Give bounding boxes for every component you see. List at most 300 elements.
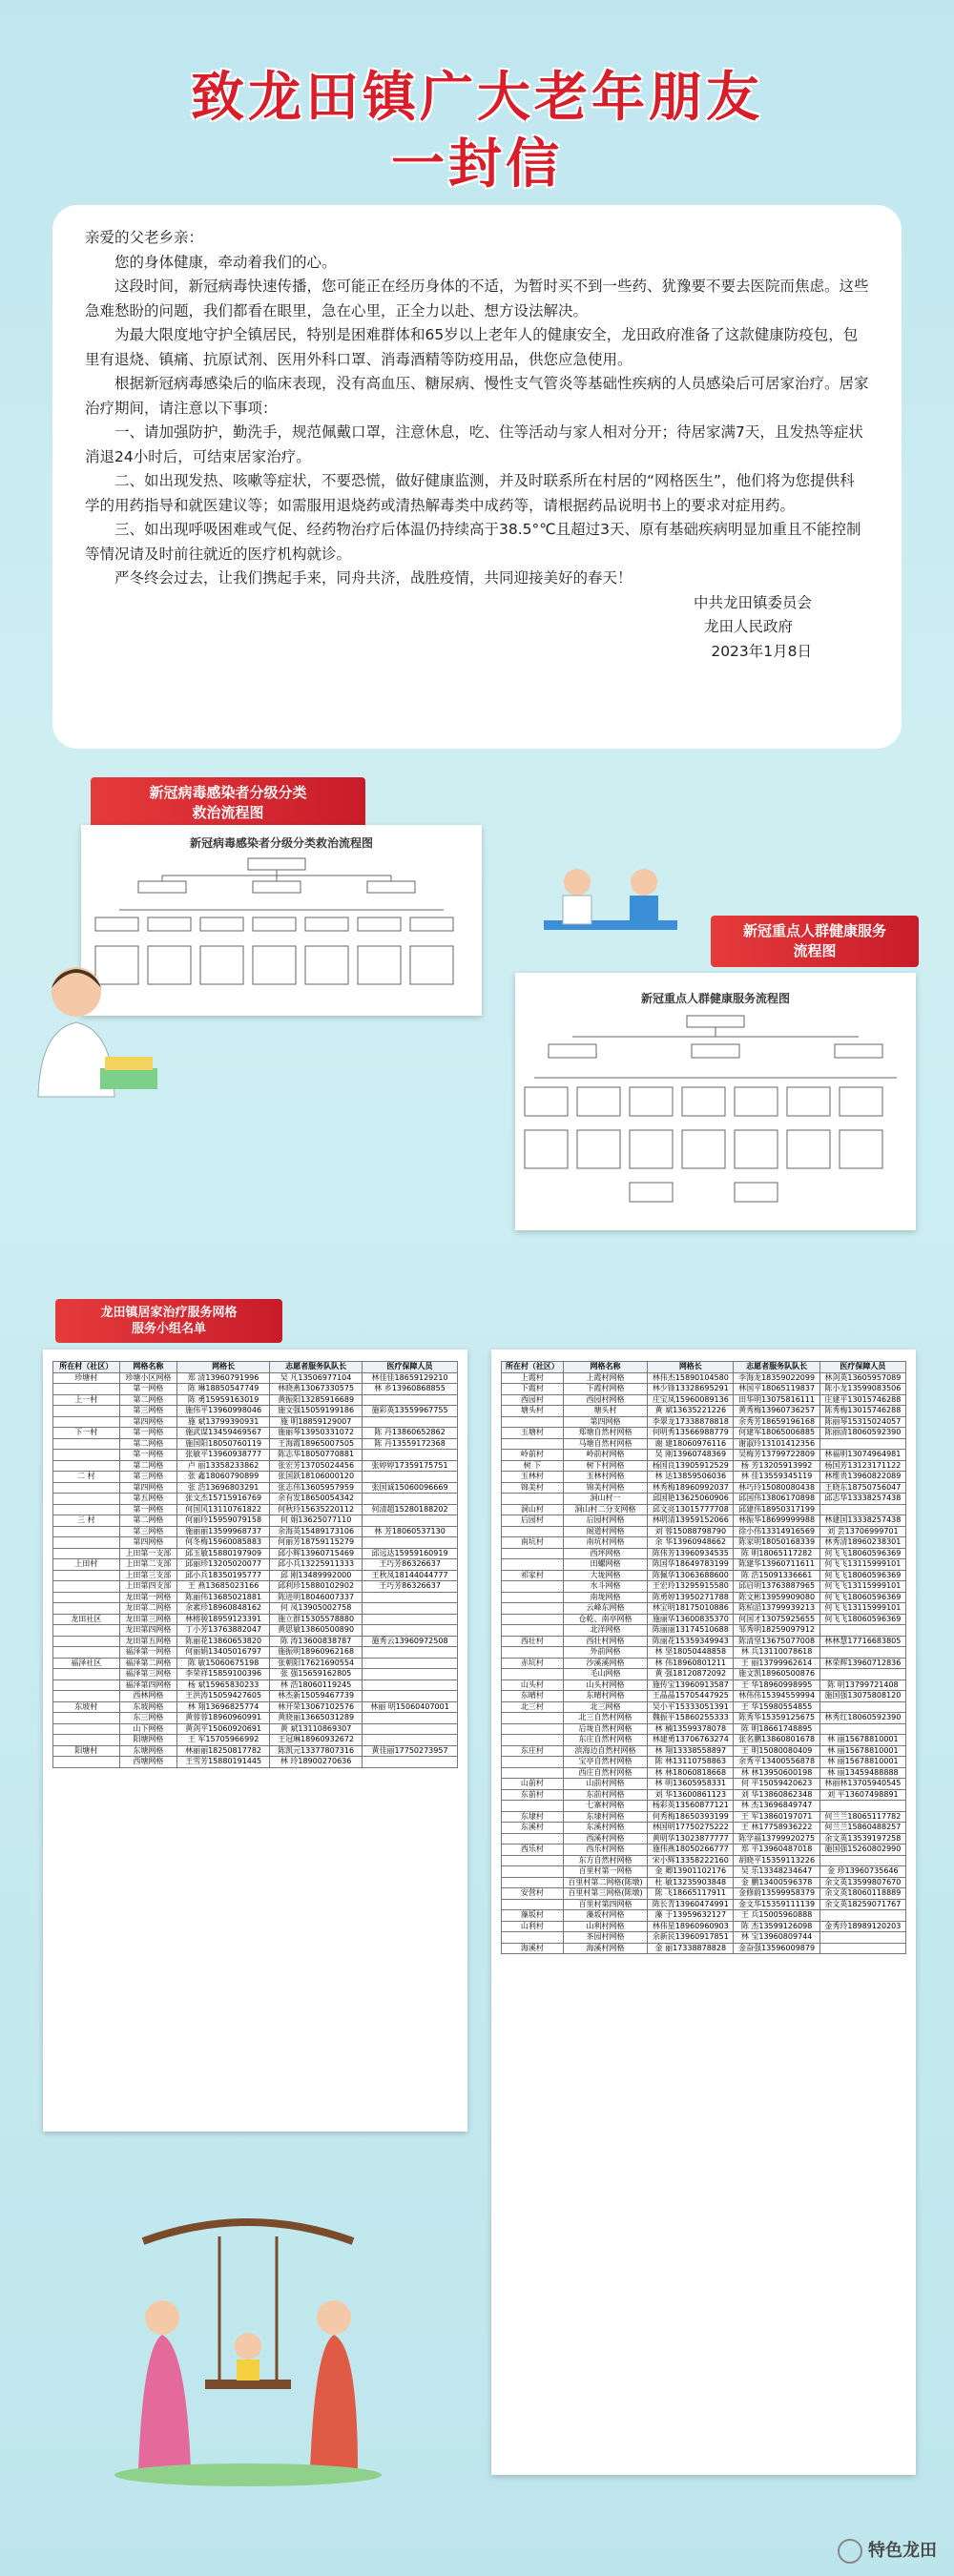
table-cell: 玉林村 bbox=[502, 1472, 564, 1483]
table-cell: 施秀云13960972508 bbox=[363, 1636, 458, 1647]
table-cell: 西庄自然村网格 bbox=[563, 1767, 647, 1779]
table-cell: 丁小芳13763882047 bbox=[177, 1625, 270, 1637]
table-cell bbox=[53, 1735, 120, 1746]
table-cell: 陈 明18065117282 bbox=[734, 1548, 819, 1559]
table-cell bbox=[502, 1603, 564, 1615]
table-cell: 陈 飞18665117911 bbox=[648, 1888, 734, 1900]
badge-line: 救治流程图 bbox=[192, 804, 264, 821]
table-cell: 王洪涛15059427605 bbox=[177, 1691, 270, 1702]
table-cell: 林振华18699999988 bbox=[734, 1515, 819, 1527]
table-cell: 塘头村 bbox=[502, 1406, 564, 1417]
table-row bbox=[502, 1372, 906, 1384]
table-header-cell: 网格长 bbox=[648, 1362, 734, 1373]
table-cell bbox=[363, 1394, 458, 1406]
table-cell: 南垅网格 bbox=[563, 1592, 647, 1603]
letter-signature: 中共龙田镇委员会 bbox=[693, 593, 812, 611]
table-cell: 吴小平15333051391 bbox=[648, 1701, 734, 1713]
table-cell: 王雪芳15880191445 bbox=[177, 1757, 270, 1768]
table-cell: 杨 斌15965830233 bbox=[177, 1680, 270, 1691]
table-cell bbox=[53, 1548, 120, 1559]
table-cell bbox=[502, 1526, 564, 1537]
table-cell: 杨 芳13205913992 bbox=[734, 1460, 819, 1472]
table-cell: 安营村 bbox=[502, 1888, 564, 1900]
table-cell: 西坪网格 bbox=[563, 1548, 647, 1559]
table-cell bbox=[53, 1526, 120, 1537]
table-row bbox=[53, 1723, 458, 1735]
table-cell: 何冬梅15960085883 bbox=[177, 1537, 270, 1549]
table-row bbox=[502, 1691, 906, 1702]
table-cell: 吴 凡13506977104 bbox=[270, 1372, 363, 1384]
table-cell: 陈丽花13860653820 bbox=[177, 1636, 270, 1647]
table-cell: 施振明18960962168 bbox=[270, 1647, 363, 1659]
table-cell: 上田第一支部 bbox=[119, 1548, 176, 1559]
table-cell: 王 华15980554855 bbox=[734, 1701, 819, 1713]
table-cell bbox=[502, 1735, 564, 1746]
table-row bbox=[53, 1460, 458, 1472]
table-cell bbox=[53, 1592, 120, 1603]
table-row bbox=[53, 1691, 458, 1702]
table-cell: 林丽林13705940545 bbox=[819, 1779, 905, 1790]
table-cell: 上霞村网格 bbox=[563, 1372, 647, 1384]
table-cell: 何飞飞18060596369 bbox=[819, 1548, 905, 1559]
table-cell: 林 浩18060119245 bbox=[270, 1680, 363, 1691]
table-cell: 黄 斌13635221226 bbox=[648, 1406, 734, 1417]
table-cell: 福泽第三网格 bbox=[119, 1669, 176, 1680]
table-cell: 林秀红18060592390 bbox=[819, 1713, 905, 1724]
table-cell: 福泽第二网格 bbox=[119, 1658, 176, 1669]
table-header-cell: 志愿者服务队队长 bbox=[270, 1362, 363, 1373]
table-cell: 杜 敏13235903848 bbox=[648, 1877, 734, 1888]
table-cell bbox=[363, 1603, 458, 1615]
table-cell bbox=[53, 1450, 120, 1461]
table-cell: 陈 勇15959163019 bbox=[177, 1394, 270, 1406]
table-cell: 卢 丽13358233862 bbox=[177, 1460, 270, 1472]
table-cell: 施传宝13960913587 bbox=[648, 1680, 734, 1691]
table-cell bbox=[53, 1713, 120, 1724]
table-cell: 施武谋13459469567 bbox=[177, 1428, 270, 1439]
table-cell bbox=[53, 1504, 120, 1515]
table-cell: 施 明18859129007 bbox=[270, 1416, 363, 1428]
table-cell: 邱 刚13489992000 bbox=[270, 1570, 363, 1581]
table-cell: 玉林村网格 bbox=[563, 1472, 647, 1483]
table-cell: 东溪村 bbox=[502, 1823, 564, 1834]
table-row bbox=[502, 1515, 906, 1527]
table-cell: 吴 乐13348234647 bbox=[734, 1866, 819, 1878]
table-cell: 林 佳13559345119 bbox=[734, 1472, 819, 1483]
table-cell: 施文凯18960500876 bbox=[734, 1669, 819, 1680]
table-header-cell: 医疗保障人员 bbox=[363, 1362, 458, 1373]
table-cell: 第一网格 bbox=[119, 1450, 176, 1461]
table-cell: 张名鹏13860801678 bbox=[734, 1735, 819, 1746]
table-cell bbox=[363, 1669, 458, 1680]
table-cell: 杨国良13905912529 bbox=[648, 1460, 734, 1472]
table-cell bbox=[53, 1570, 120, 1581]
table-cell: 金 卿13901102176 bbox=[648, 1866, 734, 1878]
letter-paragraph: 严冬终会过去，让我们携起手来，同舟共济，战胜疫情，共同迎接美好的春天！ bbox=[114, 569, 633, 587]
table-cell: 下霞村 bbox=[502, 1384, 564, 1395]
table-cell bbox=[819, 1647, 905, 1659]
table-row bbox=[502, 1416, 906, 1428]
table-cell: 林丽丽18250817782 bbox=[177, 1745, 270, 1757]
table-cell bbox=[819, 1625, 905, 1637]
flowchart-badge-1 bbox=[91, 777, 365, 829]
table-cell: 马塘自然村网格 bbox=[563, 1438, 647, 1450]
table-cell bbox=[363, 1614, 458, 1625]
table-cell: 何飞飞13115999101 bbox=[819, 1559, 905, 1571]
family-swing-illustration bbox=[105, 2213, 391, 2489]
table-cell: 何飞飞18060596369 bbox=[819, 1570, 905, 1581]
table-cell bbox=[53, 1537, 120, 1549]
table-row bbox=[53, 1537, 458, 1549]
table-row bbox=[502, 1394, 906, 1406]
table-cell: 仓乾、南亭网格 bbox=[563, 1614, 647, 1625]
table-cell bbox=[53, 1384, 120, 1395]
table-cell bbox=[502, 1647, 564, 1659]
table-cell: 藻坂村网格 bbox=[563, 1910, 647, 1922]
table-cell: 东坡村 bbox=[53, 1701, 120, 1713]
table-cell: 陈 琳18850547749 bbox=[177, 1384, 270, 1395]
table-cell: 陈柏滔13799939213 bbox=[734, 1603, 819, 1615]
table-cell: 第四网格 bbox=[119, 1482, 176, 1494]
table-cell bbox=[53, 1416, 120, 1428]
table-cell: 陈丽花15359349943 bbox=[648, 1636, 734, 1647]
table-cell: 邹秀明18259097912 bbox=[734, 1625, 819, 1637]
table-cell: 林 楠13599378078 bbox=[648, 1723, 734, 1735]
table-cell: 何丽芳18759115279 bbox=[270, 1537, 363, 1549]
letter-date: 2023年1月8日 bbox=[711, 642, 812, 660]
table-cell: 王 军13860197071 bbox=[734, 1811, 819, 1823]
table-cell bbox=[363, 1472, 458, 1483]
table-cell: 毛山网格 bbox=[563, 1669, 647, 1680]
table-cell: 陈小龙13599083506 bbox=[819, 1384, 905, 1395]
table-row bbox=[502, 1438, 906, 1450]
table-cell: 施伟平13960998046 bbox=[177, 1406, 270, 1417]
table-cell: 林明清13959152066 bbox=[648, 1515, 734, 1527]
table-row bbox=[53, 1592, 458, 1603]
watermark bbox=[838, 2537, 937, 2564]
table-cell: 邱小辉13960715469 bbox=[270, 1548, 363, 1559]
table-cell: 百里村第四网格 bbox=[563, 1899, 647, 1910]
table-cell: 二 村 bbox=[53, 1472, 120, 1483]
table-row bbox=[53, 1384, 458, 1395]
table-cell bbox=[363, 1494, 458, 1505]
table-cell: 第二网格 bbox=[119, 1515, 176, 1527]
table-cell: 锦美村网格 bbox=[563, 1482, 647, 1494]
table-row bbox=[502, 1581, 906, 1593]
table-cell: 何 娟13625077110 bbox=[270, 1515, 363, 1527]
table-cell: 东前村网格 bbox=[563, 1789, 647, 1801]
wechat-icon bbox=[838, 2539, 862, 2564]
table-cell: 陈 林13110758863 bbox=[648, 1757, 734, 1768]
table-cell bbox=[819, 1438, 905, 1450]
table-row bbox=[502, 1384, 906, 1395]
table-row bbox=[502, 1494, 906, 1505]
table-cell: 西园村网格 bbox=[563, 1394, 647, 1406]
table-row bbox=[53, 1603, 458, 1615]
table-cell bbox=[502, 1669, 564, 1680]
table-cell: 林 翔13338558897 bbox=[648, 1745, 734, 1757]
table-cell: 施丽丽13599968737 bbox=[177, 1526, 270, 1537]
table-cell: 王宏玲13295915580 bbox=[648, 1581, 734, 1593]
table-cell: 郑 清13960791996 bbox=[177, 1372, 270, 1384]
table-cell: 施伟燕18050266777 bbox=[648, 1844, 734, 1856]
table-row bbox=[502, 1504, 906, 1515]
table-cell bbox=[53, 1647, 120, 1659]
table-cell bbox=[502, 1801, 564, 1812]
table-row bbox=[53, 1701, 458, 1713]
table-row bbox=[53, 1559, 458, 1571]
table-cell: 龙田第五网格 bbox=[119, 1636, 176, 1647]
table-cell: 陈丽琴15315024057 bbox=[819, 1416, 905, 1428]
table-cell bbox=[363, 1691, 458, 1702]
table-cell bbox=[819, 1504, 905, 1515]
table-cell: 何国风13110761822 bbox=[177, 1504, 270, 1515]
table-cell: 陈家明18050168339 bbox=[734, 1537, 819, 1549]
table-cell: 邱玉敏15880197909 bbox=[177, 1548, 270, 1559]
table-cell: 王晓东18750756047 bbox=[819, 1482, 905, 1494]
table-cell: 余文英13599807670 bbox=[819, 1877, 905, 1888]
table-cell: 后园村 bbox=[502, 1515, 564, 1527]
table-cell: 吴梅芳13799722809 bbox=[734, 1450, 819, 1461]
table-cell: 林开荣13067102576 bbox=[270, 1701, 363, 1713]
table-cell: 林 丽13459488888 bbox=[819, 1767, 905, 1779]
table-cell: 林晓燕13067330575 bbox=[270, 1384, 363, 1395]
table-row bbox=[502, 1548, 906, 1559]
table-header-cell: 网格长 bbox=[177, 1362, 270, 1373]
table-cell: 祁家村 bbox=[502, 1570, 564, 1581]
table-cell bbox=[502, 1625, 564, 1637]
table-cell bbox=[819, 1801, 905, 1812]
table-cell: 何飞飞13115999101 bbox=[819, 1581, 905, 1593]
watermark-text: 特色龙田 bbox=[868, 2541, 937, 2561]
table-row bbox=[502, 1833, 906, 1844]
table-cell: 百里村第一网格 bbox=[563, 1866, 647, 1878]
table-cell: 林杰新15059467739 bbox=[270, 1691, 363, 1702]
table-cell: 邱文亮13015777708 bbox=[648, 1504, 734, 1515]
table-cell: 宝亭自然村网格 bbox=[563, 1757, 647, 1768]
table-cell: 黄剑平15060920691 bbox=[177, 1723, 270, 1735]
table-cell: 金 丽17338878828 bbox=[648, 1943, 734, 1954]
table-cell: 林国平18065119837 bbox=[734, 1384, 819, 1395]
table-cell: 何 平15059420623 bbox=[734, 1779, 819, 1790]
table-cell: 陈学福13799920275 bbox=[734, 1833, 819, 1844]
table-cell: 王 华18960998995 bbox=[734, 1680, 819, 1691]
table-cell: 黄秀梅13960736257 bbox=[734, 1406, 819, 1417]
table-cell: 山下网格 bbox=[119, 1723, 176, 1735]
table-cell: 陈秀华15359125675 bbox=[734, 1713, 819, 1724]
table-cell bbox=[363, 1625, 458, 1637]
table-cell: 林 宝13960809744 bbox=[734, 1932, 819, 1944]
table-row bbox=[502, 1866, 906, 1878]
table-cell: 林少锋13328695291 bbox=[648, 1384, 734, 1395]
table-cell: 张敏平13960938777 bbox=[177, 1450, 270, 1461]
table-cell bbox=[53, 1406, 120, 1417]
table-cell: 陈勇婷13950271788 bbox=[648, 1592, 734, 1603]
table-row bbox=[502, 1713, 906, 1724]
badge-line: 服务小组名单 bbox=[131, 1322, 206, 1336]
table-cell: 上田第三支部 bbox=[119, 1570, 176, 1581]
table-cell: 何丽娟13405016797 bbox=[177, 1647, 270, 1659]
table-cell bbox=[53, 1482, 120, 1494]
table-cell: 陈佩华13063688600 bbox=[648, 1570, 734, 1581]
table-cell: 何明秀13566988779 bbox=[648, 1428, 734, 1439]
table-cell: 陈 浩15091336661 bbox=[734, 1570, 819, 1581]
table-cell: 第一网格 bbox=[119, 1504, 176, 1515]
table-cell: 田螺网格 bbox=[563, 1559, 647, 1571]
table-cell: 龙田第二网格 bbox=[119, 1603, 176, 1615]
table-cell: 王 明15080080409 bbox=[734, 1745, 819, 1757]
badge-line: 龙田镇居家治疗服务网格 bbox=[100, 1306, 238, 1320]
table-cell: 黄振阳13285916689 bbox=[270, 1394, 363, 1406]
table-cell: 余素珍18960848162 bbox=[177, 1603, 270, 1615]
table-cell: 余有发18650054342 bbox=[270, 1494, 363, 1505]
table-cell: 百里村第三网格(陈墩) bbox=[563, 1888, 647, 1900]
table-row bbox=[502, 1910, 906, 1922]
table-cell: 海溪村网格 bbox=[563, 1943, 647, 1954]
letter-title-line1: 致龙田镇广大老年朋友 bbox=[191, 67, 763, 129]
table-cell: 西园村 bbox=[502, 1394, 564, 1406]
table-cell: 东塘网格 bbox=[119, 1745, 176, 1757]
table-cell: 金奋强13596009879 bbox=[734, 1943, 819, 1954]
table-panel-left bbox=[43, 1350, 467, 2132]
letter-greeting: 亲爱的父老乡亲： bbox=[85, 229, 204, 246]
table-cell: 三 村 bbox=[53, 1515, 120, 1527]
table-row bbox=[502, 1745, 906, 1757]
table-cell: 东三网格 bbox=[119, 1713, 176, 1724]
letter-paragraph: 您的身体健康，牵动着我们的心。 bbox=[114, 253, 337, 271]
table-header-cell: 医疗保障人员 bbox=[819, 1362, 905, 1373]
table-cell: 何清超15280188202 bbox=[363, 1504, 458, 1515]
table-cell: 山利村 bbox=[502, 1921, 564, 1932]
table-cell bbox=[363, 1723, 458, 1735]
table-row bbox=[53, 1669, 458, 1680]
table-cell: 陈 杰13599126098 bbox=[734, 1921, 819, 1932]
table-cell: 王巧芳86326637 bbox=[363, 1581, 458, 1593]
table-row bbox=[53, 1416, 458, 1428]
table-cell: 林福明13074964981 bbox=[819, 1450, 905, 1461]
table-cell: 第二网格 bbox=[119, 1460, 176, 1472]
table-cell: 黄晓丽13665031289 bbox=[270, 1713, 363, 1724]
table-cell: 林 丽15678810001 bbox=[819, 1735, 905, 1746]
table-cell: 刘 华13860862348 bbox=[734, 1789, 819, 1801]
table-cell: 何兰兰15860488257 bbox=[819, 1823, 905, 1834]
table-cell: 云峰东网格 bbox=[563, 1603, 647, 1615]
table-cell: 第四网格 bbox=[119, 1537, 176, 1549]
table-row bbox=[502, 1855, 906, 1866]
table-row bbox=[53, 1372, 458, 1384]
table-row bbox=[53, 1614, 458, 1625]
table-cell: 王 丽13799962614 bbox=[734, 1658, 819, 1669]
table-cell: 张 鑫18060790899 bbox=[177, 1472, 270, 1483]
table-cell: 何秀梅18650393199 bbox=[648, 1811, 734, 1823]
table-cell: 魏振平15860255333 bbox=[648, 1713, 734, 1724]
table-cell: 后垅自然村网格 bbox=[563, 1723, 647, 1735]
table-cell: 福泽第四网格 bbox=[119, 1680, 176, 1691]
table-header-cell: 网格名称 bbox=[563, 1362, 647, 1373]
table-cell: 余海英15489173106 bbox=[270, 1526, 363, 1537]
badge-line: 新冠重点人群健康服务 bbox=[742, 922, 886, 939]
table-row bbox=[502, 1460, 906, 1472]
table-row bbox=[502, 1428, 906, 1439]
table-row bbox=[502, 1647, 906, 1659]
badge-line: 新冠病毒感染者分级分类 bbox=[149, 784, 307, 801]
table-cell: 阁道村网格 bbox=[563, 1526, 647, 1537]
table-cell: 树下村网格 bbox=[563, 1460, 647, 1472]
table-cell bbox=[502, 1833, 564, 1844]
table-cell bbox=[502, 1548, 564, 1559]
table-row bbox=[502, 1844, 906, 1856]
table-cell: 张宏芳13705024456 bbox=[270, 1460, 363, 1472]
table-cell: 陈秀梅13015746288 bbox=[819, 1406, 905, 1417]
table-cell: 龙田第四网格 bbox=[119, 1625, 176, 1637]
table-cell: 山利村网格 bbox=[563, 1921, 647, 1932]
table-cell: 王冠琳18960932672 bbox=[270, 1735, 363, 1746]
table-cell: 林林慧17716683805 bbox=[819, 1636, 905, 1647]
letter-title-line2: 一封信 bbox=[391, 134, 563, 196]
table-cell: 西壮村网格 bbox=[563, 1636, 647, 1647]
table-cell: 第三网格 bbox=[119, 1526, 176, 1537]
letter-paragraph: 根据新冠病毒感染后的临床表现，没有高血压、糖尿病、慢性支气管炎等基础性疾病的人员感染后可居家治疗。居家治疗期间，请注意以下事项： bbox=[85, 375, 869, 417]
family-icon bbox=[105, 2213, 391, 2489]
table-row bbox=[53, 1406, 458, 1417]
flowchart-diagram-2 bbox=[515, 1006, 916, 1226]
letter-signature: 龙田人民政府 bbox=[703, 618, 793, 635]
table-cell: 林伟星18960960903 bbox=[648, 1921, 734, 1932]
table-cell: 林宝明18175010886 bbox=[648, 1603, 734, 1615]
table-cell: 余秀平13400556878 bbox=[734, 1757, 819, 1768]
table-cell bbox=[53, 1625, 120, 1637]
table-cell: 李荣祥15859100396 bbox=[177, 1669, 270, 1680]
table-row bbox=[502, 1472, 906, 1483]
table-row bbox=[502, 1482, 906, 1494]
table-badge bbox=[55, 1299, 282, 1343]
table-cell: 林 乡13960868855 bbox=[363, 1384, 458, 1395]
table-row bbox=[502, 1888, 906, 1900]
table-cell: 珍塘村 bbox=[53, 1372, 120, 1384]
table-cell: 邱小兵13225911333 bbox=[270, 1559, 363, 1571]
table-cell: 金秀玲18989120203 bbox=[819, 1921, 905, 1932]
table-cell: 施彩英13559967755 bbox=[363, 1406, 458, 1417]
table-cell: 何秋玲15635220112 bbox=[270, 1504, 363, 1515]
table-row bbox=[53, 1713, 458, 1724]
table-cell: 南坑村 bbox=[502, 1537, 564, 1549]
table-cell: 王秋凤18144044777 bbox=[363, 1570, 458, 1581]
table-cell bbox=[502, 1713, 564, 1724]
table-row bbox=[502, 1614, 906, 1625]
table-row bbox=[502, 1823, 906, 1834]
table-cell bbox=[502, 1767, 564, 1779]
table-cell: 宋小辉13358222160 bbox=[648, 1855, 734, 1866]
table-cell: 施国阳18050760119 bbox=[177, 1438, 270, 1450]
table-cell: 藻 于13959632127 bbox=[648, 1910, 734, 1922]
table-cell: 下一村 bbox=[53, 1428, 120, 1439]
table-cell: 黄佳丽17750273957 bbox=[363, 1745, 458, 1757]
table-cell: 西塘网格 bbox=[119, 1757, 176, 1768]
table-row bbox=[502, 1625, 906, 1637]
grid-table-left bbox=[52, 1361, 458, 1768]
table-cell: 何飞飞13115999101 bbox=[819, 1603, 905, 1615]
table-row bbox=[53, 1658, 458, 1669]
table-cell: 张文杰15715916769 bbox=[177, 1494, 270, 1505]
letter-paragraph: 三、如出现呼吸困难或气促、经药物治疗后体温仍持续高于38.5°℃且超过3天、原有基础疾病明显加重且不能控制等情况请及时前往就近的医疗机构就诊。 bbox=[85, 521, 861, 563]
table-cell bbox=[53, 1494, 120, 1505]
table-cell: 金修蔚13599958379 bbox=[734, 1888, 819, 1900]
table-cell: 外前网格 bbox=[563, 1647, 647, 1659]
table-cell bbox=[502, 1592, 564, 1603]
table-cell bbox=[363, 1735, 458, 1746]
table-cell bbox=[502, 1416, 564, 1428]
table-cell: 林佳佳18659129210 bbox=[363, 1372, 458, 1384]
